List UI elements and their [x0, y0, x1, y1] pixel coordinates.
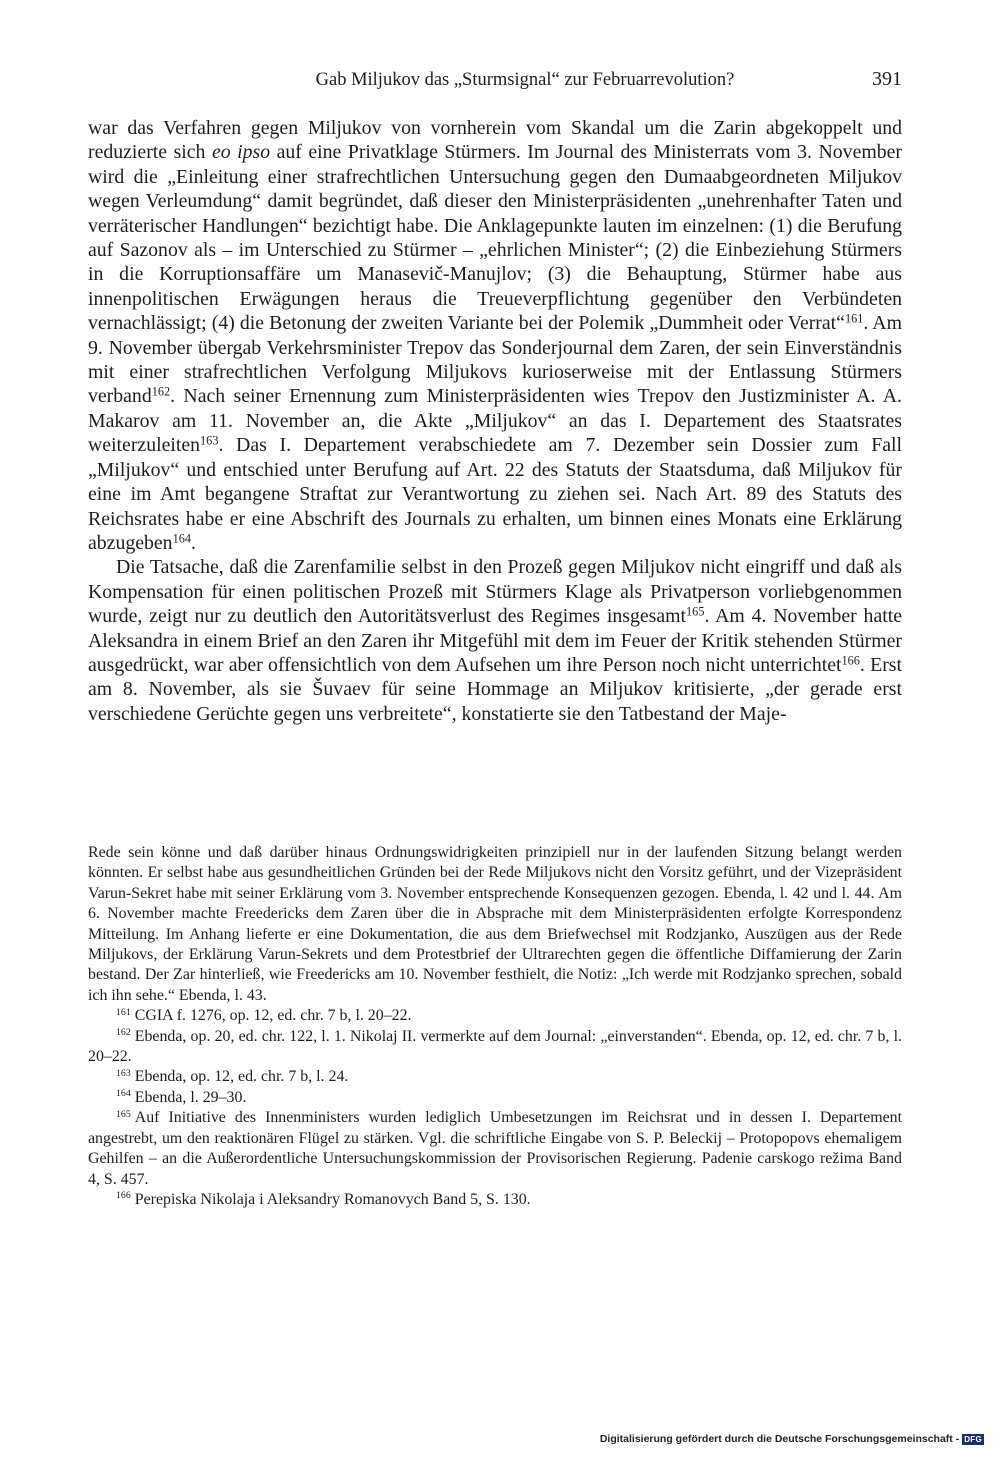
footnote-text: Ebenda, op. 12, ed. chr. 7 b, l. 24. — [134, 1068, 349, 1086]
footnote-number: 162 — [116, 1027, 131, 1039]
footnote-number: 163 — [116, 1068, 131, 1080]
footnote-number: 164 — [116, 1088, 131, 1100]
footnote-165 — [88, 1108, 902, 1190]
footnote-162 — [88, 1027, 902, 1068]
page-number: 391 — [872, 68, 902, 90]
footnote-ref-163[interactable]: 163 — [200, 433, 219, 448]
footnote-164 — [88, 1088, 902, 1108]
credit-text: Digitalisierung gefördert durch die Deutsche Forschungsgemeinschaft - — [599, 1433, 960, 1445]
footnote-text: Perepiska Nikolaja i Aleksandry Romanovych Band 5, S. 130. — [134, 1190, 531, 1208]
text-run: . Erst am 8. November, als sie Šuvaev für seine Hommage an Miljukov kritisierte, „der gerade erst verschiedene Gerüchte gegen uns verbreitete“, konstatierte sie den Tatbestand der Maje- — [88, 653, 902, 725]
footnotes — [88, 843, 902, 1210]
text-run: Die Tatsache, daß die Zarenfamilie selbst in den Prozeß gegen Miljukov nicht eingriff und daß als Kompensation für einen politischen Prozeß mit Stürmers Klage als Privatperson vorliebgenommen wurde, zeigt nur zu deutlich den Autoritätsverlust des Regimes insgesamt — [88, 556, 902, 628]
footnote-161 — [88, 1006, 902, 1026]
running-header — [88, 66, 902, 96]
paragraph-1 — [88, 116, 902, 555]
footnote-number: 165 — [116, 1108, 131, 1120]
footnote-number: 161 — [116, 1006, 131, 1018]
footnote-ref-164[interactable]: 164 — [172, 531, 191, 546]
text-run: . Nach seiner Ernennung zum Ministerpräsidenten wies Trepov den Justizminister A. A. Makarov am 11. November an, die Akte „Miljukov“ an das I. Departement des Staatsrates weiterzuleiten — [88, 385, 902, 457]
italic-term: eo ipso — [211, 141, 271, 164]
footnote-ref-166[interactable]: 166 — [841, 653, 860, 668]
text-run: . — [190, 531, 196, 554]
footnote-ref-161[interactable]: 161 — [844, 311, 864, 326]
main-text — [88, 116, 902, 726]
footnote-163 — [88, 1067, 902, 1087]
paragraph-2 — [88, 555, 902, 726]
footnote-166 — [88, 1190, 902, 1210]
text-run: auf eine Privatklage Stürmers. Im Journal des Ministerrats vom 3. November wird die „Einleitung einer strafrechtlichen Untersuchung gegen den Dumaabgeordneten Miljukov wegen Verleumdung“ damit begründet, daß dieser den Ministerpräsidenten „unehrenhafter Taten und verräterischer Handlungen“ bezichtigt habe. Die Anklagepunkte lauten im einzelnen: (1) die Berufung auf Sazonov als – im Unterschied zu Stürmer – „ehrlichen Minister“; (2) die Einbeziehung Stürmers in die Korruptionsaffäre um Manasevič-Manujlov; (3) die Behauptung, Stürmer habe aus innenpolitischen Erwägungen heraus die Treueverpflichtung gegenüber den Verbündeten vernachlässigt; (4) die Betonung der zweiten Variante bei der Polemik „Dummheit oder Verrat“ — [88, 141, 902, 335]
digitization-credit — [600, 1433, 984, 1445]
text-run: . Am 9. November übergab Verkehrsminister Trepov das Sonderjournal dem Zaren, der sein Einverständnis mit einer strafrechtlichen Verfolgung Miljukovs kurioserweise mit der Entlassung Stürmers verband — [88, 312, 902, 408]
footnote-continued: Rede sein könne und daß darüber hinaus Ordnungswidrigkeiten prinzipiell nur in der laufenden Sitzung belangt werden könnten. Er selbst habe aus gesundheitlichen Gründen bei der Rede Miljukovs nicht den Vorsitz geführt, und der Vizepräsident Varun-Sekret habe mit seiner Erklärung vom 3. November entsprechende Konsequenzen gezogen. Ebenda, l. 42 und l. 44. Am 6. November machte Freedericks dem Zaren über die in Absprache mit dem Ministerpräsidenten erfolgte Korrespondenz Mitteilung. Im Anhang lieferte er eine Dokumentation, die aus dem Briefwechsel mit Rodzjanko, Auszügen aus der Rede Miljukovs, der Erklärung Varun-Sekrets und dem Protestbrief der Ultrarechten gegen die öffentliche Diffamierung der Zarin bestand. Der Zar hinterließ, wie Freedericks am 10. November festhielt, die Notiz: „Ich werde mit Rodzjanko sprechen, sobald ich ihn sehe.“ Ebenda, l. 43. — [88, 844, 902, 1004]
footnote-number: 166 — [116, 1190, 131, 1202]
footnote-text: Auf Initiative des Innenministers wurden lediglich Umbesetzungen im Reichsrat und in dessen I. Departement angestrebt, um den reaktionären Flügel zu stärken. Vgl. die schriftliche Eingabe von S. P. Beleckij – Protopopovs ehemaligem Gehilfen – an die Außerordentliche Untersuchungskommission der Provisorischen Regierung. Padenie carskogo režima Band 4, S. 457. — [88, 1109, 902, 1188]
footnote-text: Ebenda, l. 29–30. — [134, 1088, 247, 1106]
text-run: . Das I. Departement verabschiedete am 7. Dezember sein Dossier zum Fall „Miljukov“ und entschied unter Berufung auf Art. 22 des Statuts der Staatsduma, daß Miljukov für eine im Amt begangene Straftat zur Verantwortung zu ziehen sei. Nach Art. 89 des Statuts des Reichsrates habe er eine Abschrift des Journals zu erhalten, um binnen eines Monats eine Erklärung abzugeben — [88, 434, 902, 554]
footnote-ref-162[interactable]: 162 — [151, 384, 171, 399]
text-run: . Am 4. November hatte Aleksandra in einem Brief an den Zaren ihr Mitgefühl mit dem im Feuer der Kritik stehenden Stürmer ausgedrückt, war aber offensichtlich von dem Aufsehen um ihre Person noch nicht unterrichtet — [88, 605, 903, 676]
dfg-logo-icon: DFG — [964, 1434, 982, 1444]
footnote-text: CGIA f. 1276, op. 12, ed. chr. 7 b, l. 20–22. — [134, 1007, 412, 1025]
footnote-ref-165[interactable]: 165 — [686, 604, 705, 619]
running-title: Gab Miljukov das „Sturmsignal“ zur Februarrevolution? — [315, 70, 735, 90]
footnote-text: Ebenda, op. 20, ed. chr. 122, l. 1. Nikolaj II. vermerkte auf dem Journal: „einverstanden“. Ebenda, op. 12, ed. chr. 7 b, l. 20–22. — [88, 1027, 902, 1066]
text-run: war das Verfahren gegen Miljukov von vornherein vom Skandal um die Zarin abgekoppelt und reduzierte sich — [88, 117, 902, 164]
